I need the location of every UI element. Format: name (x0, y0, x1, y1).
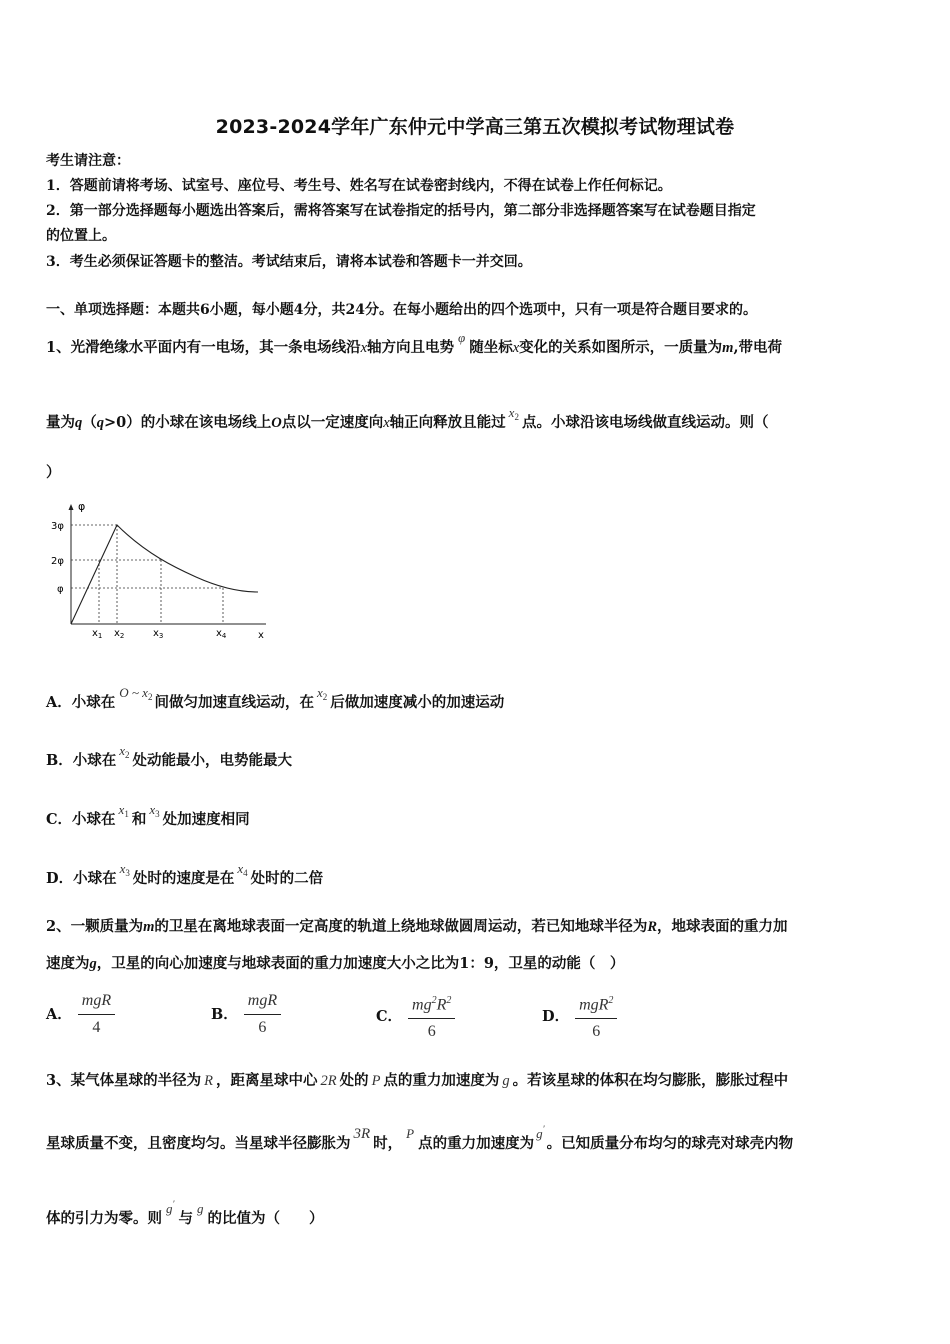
math-R: R (647, 919, 658, 935)
q2-text: 的卫星在离地球表面一定高度的轨道上绕地球做圆周运动，若已知地球半径为 (154, 918, 648, 935)
x-axis-label: x (258, 630, 264, 641)
option-text: B．小球在 (46, 752, 117, 769)
x-tick-sub: 2 (119, 632, 125, 640)
q2-text: ，卫星的向心加速度与地球表面的重力加速度大小之比为1：9，卫星的动能（ ） (96, 955, 625, 972)
option-text: D．小球在 (46, 870, 117, 887)
option-text: 后做加速度减小的加速运动 (330, 694, 505, 711)
math-text: x (149, 802, 156, 817)
option-label: B． (211, 1005, 238, 1023)
math-g-prime (536, 1126, 544, 1141)
math-text: x (119, 861, 126, 876)
x-tick-text: x (92, 628, 98, 639)
option-text: 处动能最小，电势能最大 (132, 752, 293, 769)
math-q: q (75, 415, 83, 431)
math-text: mgR (579, 996, 609, 1014)
math-x: x (383, 415, 390, 431)
math-prime: ′ (542, 1124, 545, 1134)
q3-text: 与 (178, 1210, 193, 1227)
notice-item-3: 3．考生必须保证答题卡的整洁。考试结束后，请将本试卷和答题卡一并交回。 (46, 254, 532, 270)
math-sub: 3 (155, 809, 160, 819)
option-text: 处加速度相同 (162, 811, 250, 828)
q2-text: ，地球表面的重力加 (657, 918, 788, 935)
q3-line1 (46, 1070, 788, 1092)
q1-text: 1、光滑绝缘水平面内有一电场，其一条电场线沿 (46, 339, 361, 356)
option-label: D． (542, 1007, 570, 1025)
math-x2 (317, 685, 327, 700)
q1-text: >0）的小球在该电场线上 (104, 414, 272, 431)
math-text: x (237, 861, 244, 876)
math-x3 (149, 802, 159, 817)
option-text: 和 (131, 811, 147, 828)
fraction-numerator: mgR (78, 990, 115, 1015)
math-sub: 2 (125, 750, 130, 760)
math-x: x (512, 340, 520, 356)
q3-text: 体的引力为零。则 (46, 1210, 162, 1227)
option-text: 处时的二倍 (250, 870, 324, 887)
q1-text: 点以一定速度向 (281, 414, 384, 431)
option-text: 间做匀加速直线运动，在 (154, 694, 314, 711)
fraction-denominator: 4 (92, 1019, 101, 1036)
q3-text: 处的 (339, 1072, 369, 1089)
x-tick-text: x (153, 628, 159, 639)
x-tick-text: x (216, 628, 222, 639)
math-sub: 4 (243, 868, 248, 878)
math-x: x (508, 405, 515, 420)
option-label: A． (46, 1005, 72, 1023)
math-P: P (406, 1126, 415, 1141)
notice-item-2-cont: 的位置上。 (46, 228, 116, 244)
fraction (244, 990, 281, 1039)
math-x3 (120, 861, 130, 876)
q1-option-b[interactable] (46, 743, 293, 773)
x-tick-x4 (216, 628, 227, 640)
q1-text: 轴方向且电势 (367, 339, 455, 356)
x-tick-x3 (153, 628, 163, 640)
q3-text: 点的重力加速度为 (383, 1072, 500, 1089)
page-title: 2023-2024学年广东仲元中学高三第五次模拟考试物理试卷 (215, 116, 735, 138)
math-x2 (119, 743, 129, 758)
section-heading: 一、单项选择题：本题共6小题，每小题4分，共24分。在每小题给出的四个选项中，只有一项是符合题目要求的。 (46, 302, 757, 318)
fraction-numerator (408, 990, 455, 1019)
q1-line3: ） (46, 464, 61, 481)
fraction-numerator: mgR (244, 990, 281, 1015)
math-q: q (96, 415, 104, 431)
math-text: g (536, 1126, 543, 1141)
math-prime: ′ (172, 1199, 175, 1209)
q1-text: 变化的关系如图所示，一质量为 (519, 339, 723, 356)
q1-line1 (46, 330, 783, 359)
q2-text: 速度为 (46, 955, 90, 972)
q1-text: （ (82, 414, 97, 431)
q3-line3 (46, 1199, 324, 1231)
q3-line2 (46, 1124, 794, 1156)
y-axis-label: φ (78, 500, 86, 513)
q1-text: ,带电荷 (733, 339, 783, 356)
fraction (408, 990, 455, 1043)
math-x: x (360, 340, 368, 356)
math-3R: 3R (353, 1126, 371, 1142)
math-text: R (436, 996, 447, 1014)
math-sub: 3 (125, 868, 130, 878)
fraction (78, 990, 115, 1039)
math-x1 (119, 802, 129, 817)
q3-text: 点的重力加速度为 (418, 1135, 535, 1152)
q1-option-a[interactable] (46, 685, 505, 715)
math-text: x (316, 685, 323, 700)
fraction-numerator (575, 990, 617, 1019)
y-tick-2phi: 2φ (51, 556, 64, 567)
y-tick-3phi: 3φ (51, 521, 64, 532)
math-text: x (119, 743, 126, 758)
math-g-prime (166, 1201, 174, 1216)
fraction (575, 990, 617, 1043)
q2-option-b[interactable] (211, 990, 281, 1039)
q1-option-c[interactable] (46, 802, 250, 832)
math-sub: 2 (514, 412, 519, 422)
q3-text: 3、某气体星球的半径为 (46, 1072, 202, 1089)
math-text: x (118, 802, 125, 817)
notice-item-1: 1．答题前请将考场、试室号、座位号、考生号、姓名写在试卷密封线内，不得在试卷上作任何标记。 (46, 178, 672, 194)
q1-text: 随坐标 (469, 339, 513, 356)
math-x2 (509, 405, 519, 420)
y-axis-arrow (69, 504, 74, 510)
fraction-denominator: 6 (592, 1023, 601, 1041)
math-text: mg (412, 996, 432, 1014)
q1-option-d[interactable] (46, 861, 324, 891)
option-label: C． (376, 1007, 403, 1025)
math-O-x2 (119, 685, 152, 700)
math-g: g (196, 1201, 204, 1216)
math-g: g (502, 1073, 510, 1089)
math-text: g (166, 1201, 173, 1216)
y-tick-phi: φ (57, 584, 64, 595)
math-sub: 2 (322, 692, 328, 702)
q3-text: 的比值为（ ） (207, 1210, 324, 1227)
math-sup: 2 (431, 995, 437, 1006)
q2-text: 2、一颗质量为 (46, 918, 144, 935)
fraction-denominator: 6 (258, 1019, 267, 1036)
option-text: C．小球在 (46, 811, 116, 828)
fraction-denominator: 6 (427, 1023, 436, 1041)
option-text: A．小球在 (46, 694, 116, 711)
math-sub: 1 (124, 809, 129, 819)
math-2R: 2R (320, 1073, 337, 1089)
q2-option-d[interactable] (542, 990, 617, 1043)
math-sub: 2 (147, 692, 153, 702)
math-m: m (722, 340, 734, 356)
q2-option-a[interactable] (46, 990, 115, 1039)
q1-text: 点。小球沿该电场线做直线运动。则（ (521, 414, 769, 431)
math-m: m (143, 919, 155, 935)
math-x4 (237, 861, 247, 876)
math-O: O (271, 415, 282, 431)
q3-text: 。若该星球的体积在均匀膨胀，膨胀过程中 (512, 1072, 789, 1089)
q2-line2 (46, 953, 624, 975)
q3-text: 。已知质量分布均匀的球壳对球壳内物 (546, 1135, 794, 1152)
math-P: P (371, 1073, 381, 1089)
x-tick-x1 (92, 628, 102, 640)
x-tick-text: x (114, 628, 120, 639)
q2-line1 (46, 916, 788, 938)
q1-text: 量为 (46, 414, 75, 431)
q3-text: 时， (373, 1135, 403, 1152)
q2-option-c[interactable] (376, 990, 455, 1043)
x-tick-sub: 3 (158, 632, 164, 640)
q1-line2 (46, 405, 769, 435)
x-tick-x2 (114, 628, 124, 640)
option-text: 处时的速度是在 (132, 870, 235, 887)
math-R: R (204, 1073, 213, 1089)
q3-text: ，距离星球中心 (215, 1072, 318, 1089)
math-sup: 2 (608, 995, 614, 1006)
x-tick-sub: 4 (221, 632, 227, 640)
potential-graph (46, 496, 276, 646)
notice-item-2: 2．第一部分选择题每小题选出答案后，需将答案写在试卷指定的括号内，第二部分非选择题答案写在试卷题目指定 (46, 203, 756, 219)
math-phi: φ (458, 330, 466, 345)
q3-text: 星球质量不变，且密度均匀。当星球半径膨胀为 (46, 1135, 351, 1152)
math-g: g (89, 956, 97, 972)
math-text: O ~ x (119, 685, 148, 700)
x-tick-sub: 1 (97, 632, 103, 640)
q1-text: 轴正向释放且能过 (389, 414, 506, 431)
notice-heading: 考生请注意： (46, 153, 130, 169)
math-sup: 2 (446, 995, 452, 1006)
